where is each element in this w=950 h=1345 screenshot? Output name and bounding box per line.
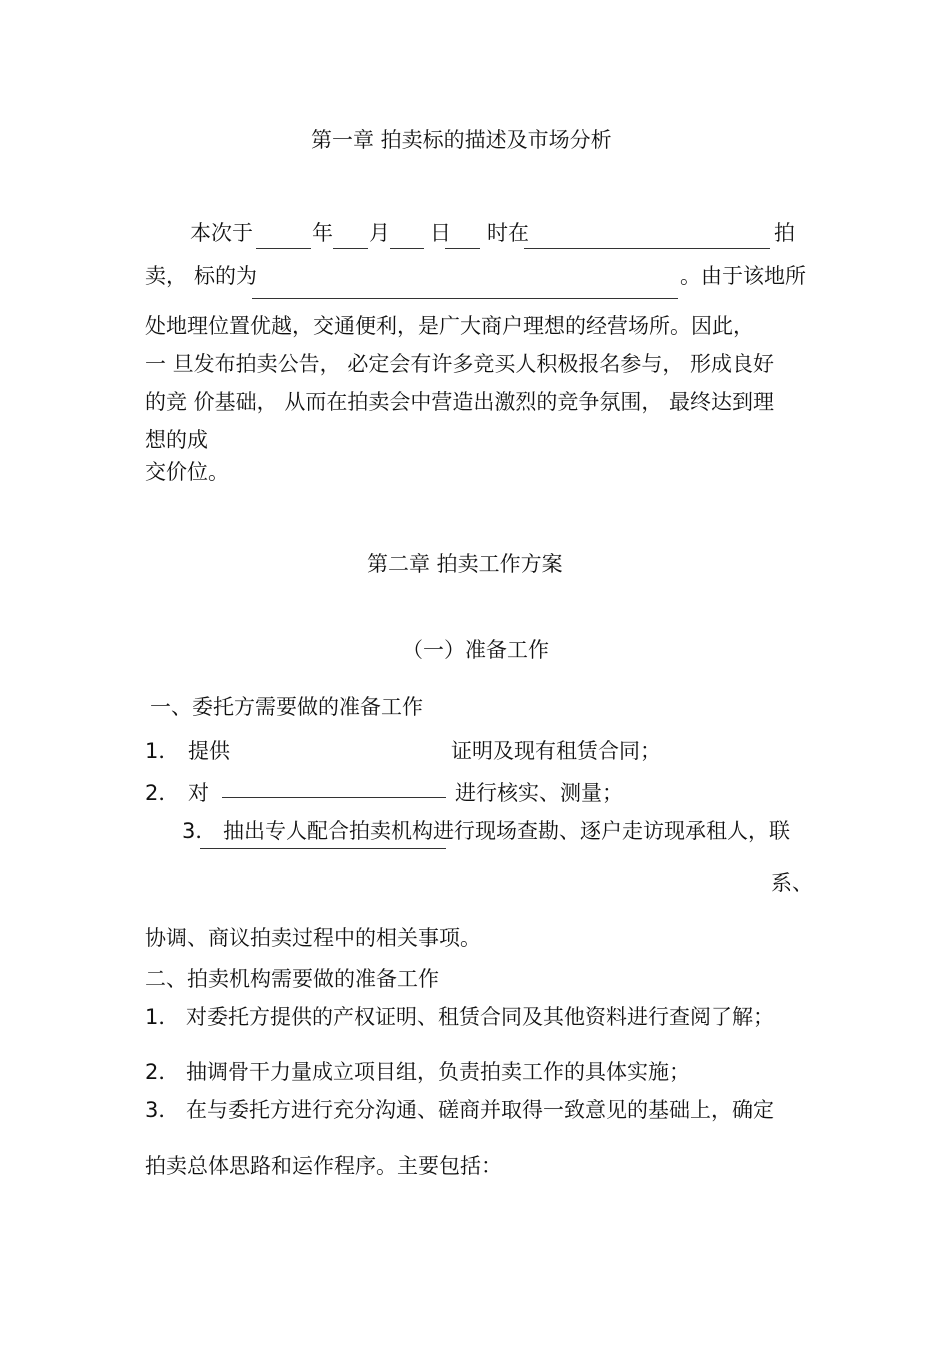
item-3-number: 3． — [182, 819, 217, 843]
para-line-4: 想的成 — [145, 428, 208, 452]
s2-item-3: 3． 在与委托方进行充分沟通、磋商并取得一致意见的基础上，确定 — [145, 1098, 775, 1122]
text-youyu: 。由于该地所 — [680, 264, 806, 288]
chapter-1-title: 第一章 拍卖标的描述及市场分析 — [311, 128, 612, 152]
item-2-number: 2． — [145, 781, 180, 805]
item-2-text-b: 进行核实、测量； — [455, 781, 623, 805]
item-3-continuation: 系、 — [771, 871, 813, 895]
blank-hour — [445, 248, 480, 249]
para-line-5: 交价位。 — [145, 460, 229, 484]
s2-item-3-continuation: 拍卖总体思路和运作程序。主要包括： — [145, 1154, 502, 1178]
section-1-heading: 一、委托方需要做的准备工作 — [150, 695, 423, 719]
para-line-3: 的竞 价基础， 从而在拍卖会中营造出激烈的竞争氛围， 最终达到理 — [145, 390, 775, 414]
item-1-text-a: 提供 — [188, 739, 230, 763]
item-3-underline — [200, 848, 446, 849]
item-1-text-b: 证明及现有租赁合同； — [451, 739, 661, 763]
item-3-continuation-2: 协调、商议拍卖过程中的相关事项。 — [145, 926, 481, 950]
item-2-text-a: 对 — [188, 781, 209, 805]
blank-day — [390, 248, 424, 249]
blank-year — [256, 248, 311, 249]
para-line-2: 一 旦发布拍卖公告， 必定会有许多竞买人积极报名参与， 形成良好 — [145, 352, 775, 376]
text-mai: 卖， — [145, 264, 187, 288]
text-nian: 年 — [312, 221, 333, 245]
blank-location — [524, 248, 770, 249]
para-line-1: 处地理位置优越，交通便利，是广大商户理想的经营场所。因此， — [145, 314, 754, 338]
text-yue: 月 — [369, 221, 390, 245]
chapter-2-title: 第二章 拍卖工作方案 — [367, 552, 563, 576]
section-2-heading: 二、拍卖机构需要做的准备工作 — [145, 967, 439, 991]
text-ri: 日 — [430, 221, 451, 245]
item-1-number: 1． — [145, 739, 180, 763]
s2-item-1: 1． 对委托方提供的产权证明、租赁合同及其他资料进行查阅了解； — [145, 1005, 775, 1029]
blank-subject — [252, 298, 678, 299]
item-3-text: 抽出专人配合拍卖机构进行现场查勘、逐户走访现承租人，联 — [223, 819, 790, 843]
text-shi: 时在 — [487, 221, 529, 245]
section-subtitle: （一）准备工作 — [402, 638, 549, 662]
blank-month — [333, 248, 368, 249]
text-pai: 拍 — [774, 221, 795, 245]
s2-item-2: 2． 抽调骨干力量成立项目组，负责拍卖工作的具体实施； — [145, 1060, 691, 1084]
text-benci: 本次于 — [190, 221, 253, 245]
blank-property — [222, 797, 446, 798]
text-biaodewei: 标的为 — [194, 264, 257, 288]
